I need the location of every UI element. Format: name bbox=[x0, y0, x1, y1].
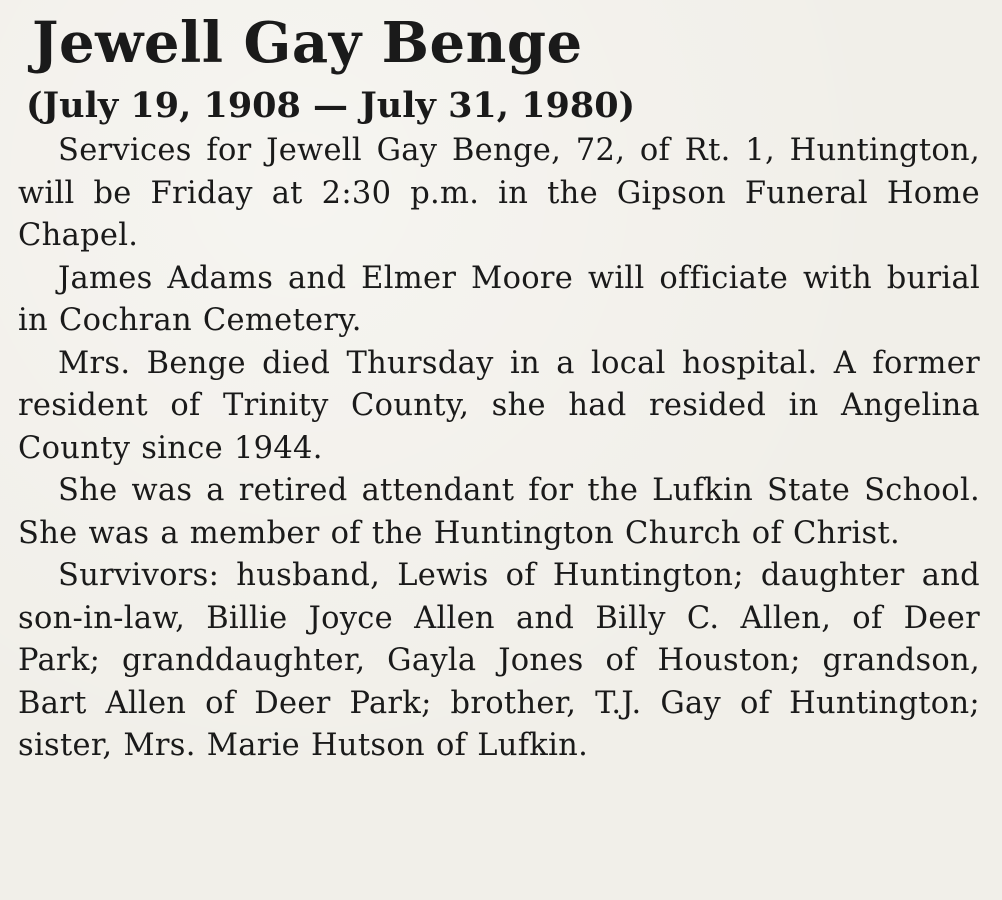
obituary-life-dates: (July 19, 1908 — July 31, 1980) bbox=[26, 85, 636, 126]
services-paragraph: Services for Jewell Gay Benge, 72, of Rt. 1, Huntington, will be Friday at 2:30 p.m. in the Gipson Funeral Home Chapel. bbox=[18, 133, 980, 253]
obituary-body bbox=[18, 130, 980, 768]
death-residence-paragraph: Mrs. Benge died Thursday in a local hospital. A former resident of Trinity County, she had resided in Angelina County since 1944. bbox=[18, 345, 980, 466]
obituary-name-headline: Jewell Gay Benge bbox=[32, 10, 583, 76]
officiants-paragraph: James Adams and Elmer Moore will officiate with burial in Cochran Cemetery. bbox=[18, 260, 980, 338]
survivors-paragraph: Survivors: husband, Lewis of Huntington; daughter and son-in-law, Billie Joyce Allen and Billy C. Allen, of Deer Park; granddaughter, Gayla Jones of Houston; grandson, Bart Allen of Deer Park; brother, T.J. Gay of Huntington; sister, Mrs. Marie Hutson of Lufkin. bbox=[18, 558, 980, 763]
career-church-paragraph: She was a retired attendant for the Lufkin State School. She was a member of the Huntington Church of Christ. bbox=[18, 473, 980, 551]
